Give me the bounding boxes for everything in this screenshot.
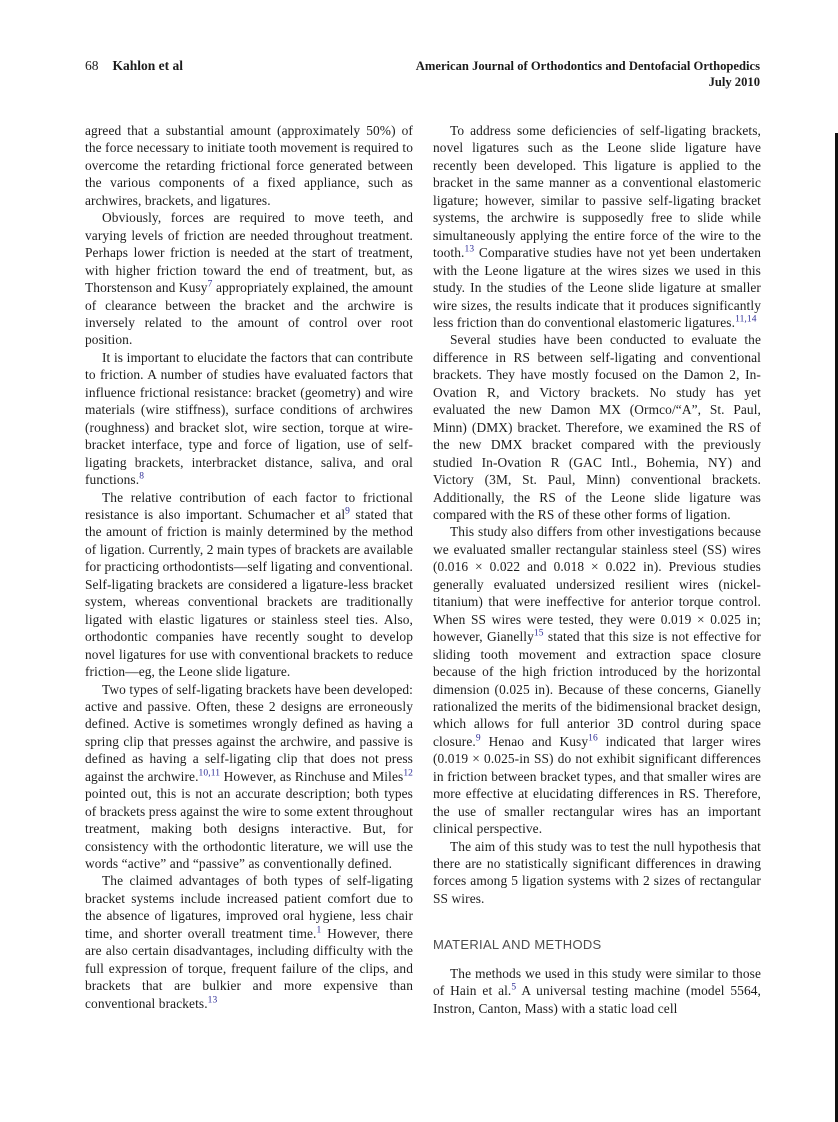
reference-superscript[interactable]: 1 <box>316 925 322 936</box>
reference-superscript[interactable]: 13 <box>464 244 475 255</box>
journal-name: American Journal of Orthodontics and Dentofacial Orthopedics <box>415 59 760 73</box>
running-author: Kahlon et al <box>112 58 184 73</box>
reference-superscript[interactable]: 9 <box>345 506 351 517</box>
paragraph: The methods we used in this study were similar to those of Hain et al.$^5$ A universal testing machine (model 5564, Instron, Canton, Mass) with a static load cell <box>433 965 761 1016</box>
reference-superscript[interactable]: 8 <box>139 471 145 482</box>
paragraph: This study also differs from other investigations because we evaluated smaller rectangular stainless steel (SS) wires (0.016 × 0.022 and 0.018 × 0.022 in). Previous studies generally evaluated undersized resilient wires (nickel-titanium) that were ineffective for anterior torque control. When SS wires were tested, they were 0.019 × 0.025 in; however, Gianelly$^{15}$ stated that this size is not effective for sliding tooth movement and extraction space closure because of the high friction introduced by the horizontal dimension (0.025 in). Because of these concerns, Gianelly rationalized the merits of the bidimensional bracket design, which allows for full anterior 3D control during space closure.$^9$ Henao and Kusy$^{16}$ indicated that larger wires (0.019 × 0.025-in SS) do not exhibit significant differences in friction between bracket types, and that smaller wires are more effective at elucidating differences in RS. Therefore, the use of smaller rectangular wires has an important clinical perspective. <box>433 524 761 837</box>
reference-superscript[interactable]: 10,11 <box>198 768 221 779</box>
left-text-column <box>85 122 413 1012</box>
reference-superscript[interactable]: 13 <box>207 995 218 1006</box>
reference-superscript[interactable]: 5 <box>511 982 517 993</box>
paragraph: The aim of this study was to test the null hypothesis that there are no statistically significant differences in drawing forces among 5 ligation systems with 2 sizes of rectangular SS wires. <box>433 838 761 906</box>
paragraph: Obviously, forces are required to move teeth, and varying levels of friction are needed throughout treatment. Perhaps lower friction is needed at the start of treatment, with higher friction toward the end of treatment, but, as Thorstenson and Kusy$^7$ appropriately explained, the amount of clearance between the bracket and the archwire is inversely related to the amount of control over root position. <box>85 210 413 348</box>
paragraph: It is important to elucidate the factors that can contribute to friction. A number of studies have evaluated factors that influence frictional resistance: bracket (geometry) and wire materials (wire stiffness), surface conditions of archwires (roughness) and bracket slot, wire section, torque at wire-bracket interface, type and force of ligation, use of self-ligating brackets, interbracket distance, saliva, and oral functions.$^8$ <box>85 349 413 488</box>
reference-superscript[interactable]: 9 <box>475 733 481 744</box>
section-heading: MATERIAL AND METHODS <box>433 937 602 953</box>
paragraph: To address some deficiencies of self-ligating brackets, novel ligatures such as the Leone slide ligature have recently been developed. This ligature is applied to the bracket in the same manner as a conventional elastomeric ligature; however, similar to passive self-ligating bracket systems, the archwire is supposedly free to slide while simultaneously applying the entire force of the wire to the tooth.$^{13}$ Comparative studies have not yet been undertaken with the Leone ligature at the wires sizes we used in this study. In the studies of the Leone slide ligature at smaller wire sizes, the results indicate that it produces significantly less friction than do conventional elastomeric ligatures.$^{11,14}$ <box>433 123 761 330</box>
reference-superscript[interactable]: 15 <box>533 628 544 639</box>
paragraph: agreed that a substantial amount (approximately 50%) of the force necessary to initiate tooth movement is required to overcome the retarding frictional force generated between the various components of a fixed appliance, such as archwires, brackets, and ligatures. <box>85 123 413 208</box>
journal-issue-date: July 2010 <box>708 75 760 89</box>
paragraph: The relative contribution of each factor to frictional resistance is also important. Schumacher et al$^9$ stated that the amount of friction is mainly determined by the method of ligation. Currently, 2 main types of brackets are available for practicing orthodontists—self ligating and conventional. Self-ligating brackets are considered a ligature-less bracket system, whereas conventional brackets are traditionally ligated with elastic ligatures or stainless steel ties. Also, orthodontic companies have recently sought to develop novel ligatures for use with conventional brackets to reduce friction—eg, the Leone slide ligature. <box>85 489 413 680</box>
header-left <box>85 58 183 74</box>
right-text-column <box>433 122 761 1017</box>
reference-superscript[interactable]: 7 <box>207 279 213 290</box>
running-header <box>85 58 760 90</box>
reference-superscript[interactable]: 11,14 <box>735 314 757 325</box>
reference-superscript[interactable]: 12 <box>403 768 414 779</box>
paragraph: Two types of self-ligating brackets have been developed: active and passive. Often, these 2 designs are erroneously defined. Active is sometimes wrongly defined as having a spring clip that presses against the archwire, and passive is defined as having a self-ligating clip that does not press against the archwire.$^{10,11}$ However, as Rinchuse and Miles$^{12}$ pointed out, this is not an accurate description; both types of brackets press against the wire to some extent throughout treatment, making both designs interactive. But, for consistency with the orthodontic literature, we will use the words “active” and “passive” as conventionally defined. <box>85 681 414 872</box>
header-right <box>416 58 760 90</box>
paragraph: The claimed advantages of both types of self-ligating bracket systems include increased patient comfort due to the absence of ligatures, improved oral hygiene, less chair time, and shorter overall treatment time.$^1$ However, there are also certain disadvantages, including difficulty with the full expression of torque, frequent failure of the clips, and brackets that are bulkier and more expensive than conventional brackets.$^{13}$ <box>85 873 413 1011</box>
reference-superscript[interactable]: 16 <box>588 733 598 744</box>
page-number: 68 <box>85 58 99 73</box>
paragraph: Several studies have been conducted to evaluate the difference in RS between self-ligating and conventional brackets. They have mostly focused on the Damon 2, In-Ovation R, and Victory brackets. No study has yet evaluated the new Damon MX (Ormco/“A”, St. Paul, Minn) (DMX) bracket. Therefore, we examined the RS of the new DMX bracket compared with the previously studied In-Ovation R (GAC Intl., Bohemia, NY) and Victory (3M, St. Paul, Minn) conventional brackets. Additionally, the RS of the Leone slide ligature was compared with the RS of these other forms of ligation. <box>433 332 761 522</box>
